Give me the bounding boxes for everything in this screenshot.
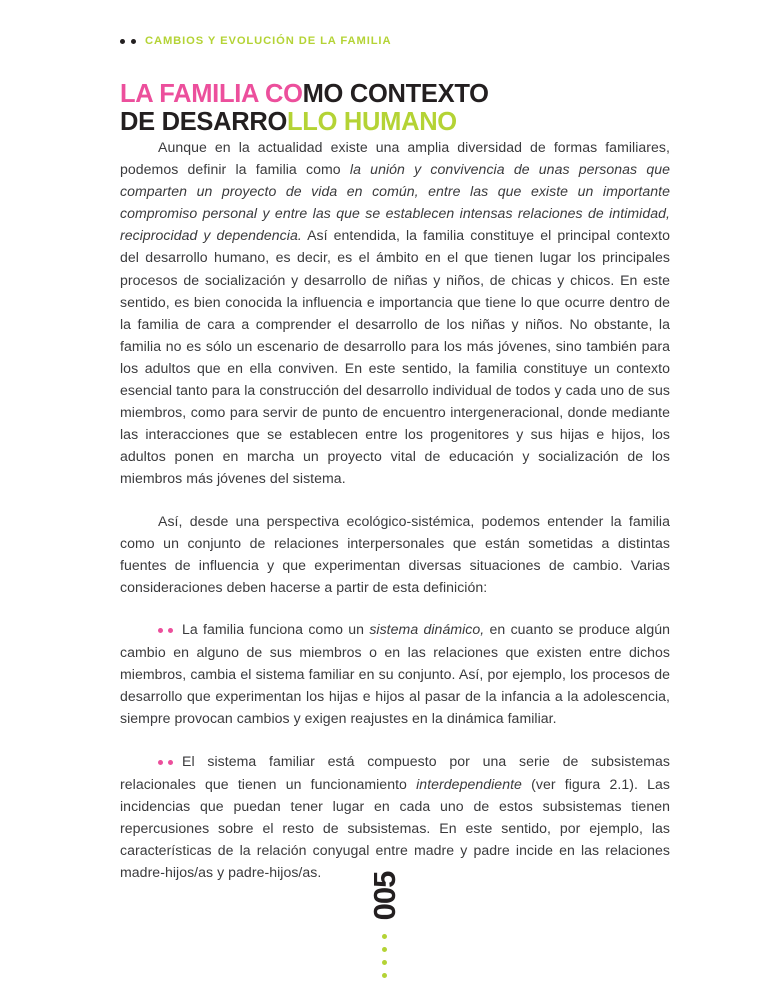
bullet-dot-icon [158, 628, 163, 633]
page-title-line-1-colored: LA FAMILIA CO [120, 80, 303, 109]
folio-dot-icon [382, 960, 387, 965]
paragraph-3-text-b: en cuanto se produce algún cambio en alguno de sus miembros o en las relaciones que existen entre dichos miembros, cambia el sistema familiar en su conjunto. Así, por ejemplo, los procesos de desarrollo que experimentan los hijas e hijos al pasar de la infancia a la adolescencia, siempre provocan cambios y exigen reajustes en la dinámica familiar. [120, 620, 670, 727]
page-number: 005 [366, 871, 402, 921]
bullet-dot-icon [168, 760, 173, 765]
paragraph-2 [120, 510, 670, 598]
paragraph-4-bullet-item [120, 750, 670, 884]
paragraph-4-text-b: (ver figura 2.1). Las incidencias que puedan tener lugar en cada uno de estos subsistemas tienen repercusiones sobre el resto de subsistemas. En este sentido, por ejemplo, las características de la relación conyugal entre madre y padre incide en las relaciones madre-hijos/as y padre-hijos/as. [120, 775, 670, 881]
running-head-dot-1 [120, 39, 125, 44]
body-text-column [120, 136, 670, 883]
page-title-line-2 [120, 109, 680, 137]
page-title-line-2-plain: DE DESARRO [120, 107, 288, 136]
folio-dot-column [382, 934, 387, 978]
folio-dot-icon [382, 934, 387, 939]
paragraph-4-term-italic: interdependiente [416, 775, 522, 792]
page-title-line-2-colored: LLO HUMANO [287, 107, 457, 136]
running-head [120, 36, 391, 47]
paragraph-4-text-a: El sistema familiar está compuesto por una serie de subsistemas relacionales que tienen un funcionamiento [120, 752, 670, 792]
page-title [120, 81, 680, 136]
paragraph-1-definition-italic: la unión y convivencia de unas personas que comparten un proyecto de vida en común, entre las que existe un importante compromiso personal y entre las que se establecen intensas relaciones de intimidad, reciprocidad y dependencia. [120, 161, 671, 244]
folio-dot-icon [382, 973, 387, 978]
bullet-marker-double-dot [158, 619, 178, 641]
paragraph-2-text: Así, desde una perspectiva ecológico-sistémica, podemos entender la familia como un conjunto de relaciones interpersonales que están sometidas a distintas fuentes de influencia y que experimentan diversas situaciones de cambio. Varias consideraciones deben hacerse a partir de esta definición: [120, 512, 670, 595]
paragraph-1-text-a: Aunque en la actualidad existe una amplia diversidad de formas familiares, podemos definir la familia como [120, 139, 670, 178]
bullet-dot-icon [168, 628, 173, 633]
running-head-dot-2 [131, 39, 136, 44]
page-title-line-1-plain: MO CONTEXTO [302, 80, 489, 109]
paragraph-3-text-a: La familia funciona como un [182, 620, 370, 637]
folio [0, 871, 768, 978]
paragraph-3-term-italic: sistema dinámico, [369, 620, 485, 637]
paragraph-1 [120, 136, 670, 490]
bullet-marker-double-dot [158, 751, 178, 773]
bullet-dot-icon [158, 760, 163, 765]
folio-dot-icon [382, 947, 387, 952]
paragraph-3-bullet-item [120, 618, 670, 730]
page-title-line-1 [120, 81, 680, 109]
running-head-label: CAMBIOS Y EVOLUCIÓN DE LA FAMILIA [145, 35, 392, 47]
paragraph-1-text-b: Así entendida, la familia constituye el principal contexto del desarrollo humano, es decir, es el ámbito en el que tienen lugar los principales procesos de socialización y desarrollo de niñas y niños, de chicas y chicos. En este sentido, es bien conocida la influencia e importancia que tiene lo que ocurre dentro de la familia de cara a comprender el desarrollo de los niñas y niños. No obstante, la familia no es sólo un escenario de desarrollo para los más jóvenes, sino también para los adultos que en ella conviven. En este sentido, la familia constituye un contexto esencial tanto para la construcción del desarrollo individual de todos y cada uno de sus miembros, como para servir de punto de encuentro intergeneracional, donde mediante las interacciones que se establecen entre los progenitores y sus hijas e hijos, los adultos ponen en marcha un proyecto vital de educación y socialización de los miembros más jóvenes del sistema. [120, 227, 670, 487]
